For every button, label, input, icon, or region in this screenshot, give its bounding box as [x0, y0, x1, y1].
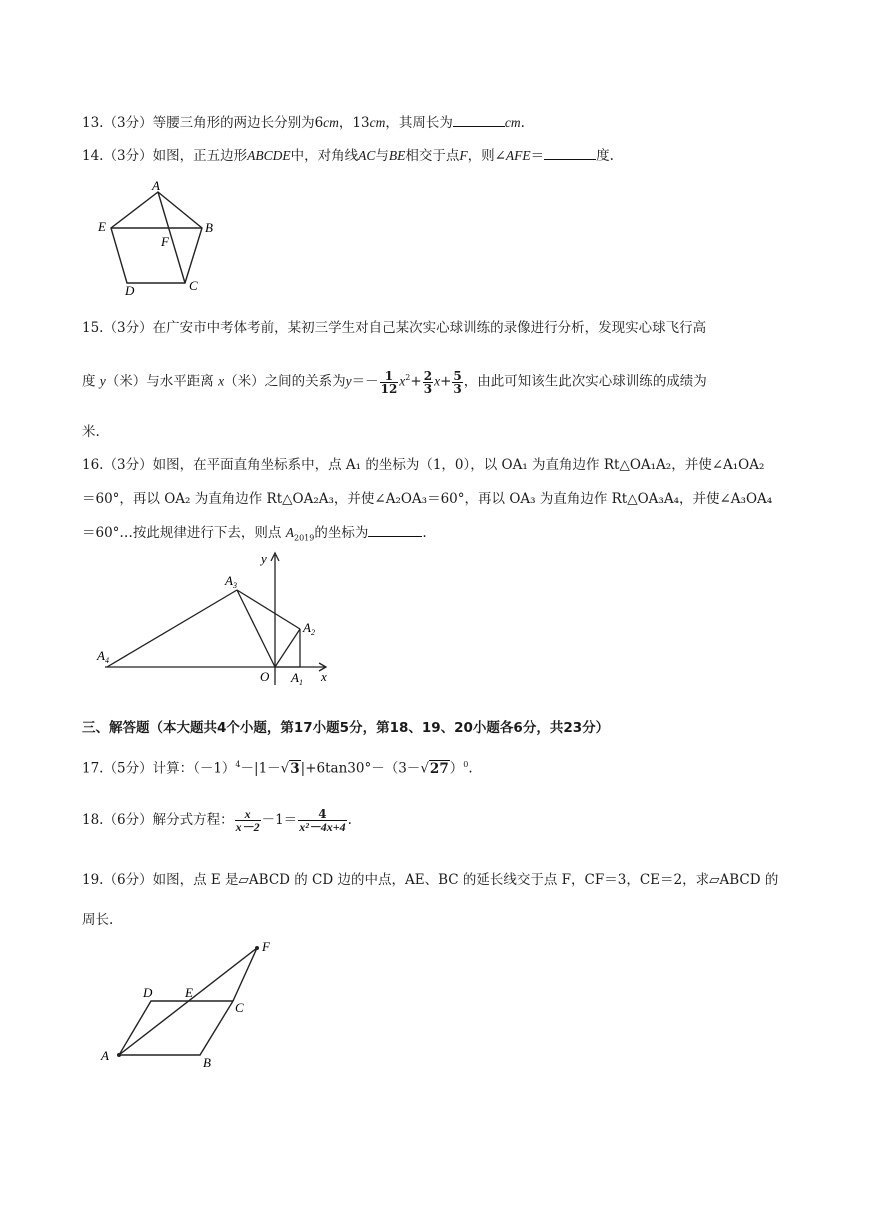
label-B: B — [205, 220, 213, 235]
coordinate-figure — [95, 550, 345, 690]
section-heading: 三、解答题（本大题共4个小题，第17小题5分，第18、19、20小题各6分，共23分） — [82, 720, 610, 736]
label-A2: $A_2$ — [303, 620, 315, 637]
fraction-5-3: $\frac{5}{3}$ — [453, 368, 462, 396]
fraction-2-3: $\frac{2}{3}$ — [423, 368, 433, 396]
label-E: E — [98, 219, 106, 234]
question-13: 13.（3分）等腰三角形的两边长分别为6cm，13cm，其周长为 cm. — [82, 112, 525, 133]
question-15-line3: 米. — [82, 424, 100, 440]
label-D: D — [143, 985, 153, 1000]
label-x: x — [321, 669, 327, 684]
question-15-line1: 15.（3分）在广安市中考体考前，某初三学生对自己某次实心球训练的录像进行分析，发现实心球飞行高 — [82, 320, 707, 336]
fraction-4-over-quadratic: $\frac{4}{\text{x²－4x+4}}$ — [299, 807, 346, 834]
parallelogram-figure — [95, 935, 295, 1075]
question-16-line2: ＝60°，再以 OA₂ 为直角边作 Rt△OA₂A₃，并使∠A₂OA₃＝60°，再以 OA₃ 为直角边作 Rt△OA₃A₄，并使∠A₃OA₄ — [82, 491, 773, 507]
question-16-line3: ＝60°…按此规律进行下去，则点 $A_{2019}$的坐标为 . — [82, 522, 427, 549]
answer-blank — [453, 112, 505, 127]
fraction-1-12: $\frac{1}{12}$ — [380, 368, 398, 396]
answer-blank — [544, 145, 596, 160]
question-14: 14.（3分）如图，正五边形ABCDE中，对角线AC与BE相交于点F，则∠AFE＝ 度. — [82, 145, 614, 166]
question-18: 18.（6分）解分式方程： $\frac{x}{x-2}$ －1＝ $\frac{4}{\text{x²－4x+4}}$ . — [82, 807, 352, 834]
label-A3: $A_3$ — [225, 573, 237, 590]
label-C: C — [235, 1000, 244, 1015]
label-A1: $A_1$ — [291, 670, 303, 687]
label-D: D — [125, 283, 135, 298]
question-15-line2: 度 y（米）与水平距离 x（米）之间的关系为y＝－ $\frac{1}{12}$ $x^2+$ $\frac{2}{3}$ x+ $\frac{5}{3}$ ，由此可知该生此次实心球训练的成绩为 — [82, 368, 707, 396]
label-A4: $A_4$ — [97, 648, 109, 665]
label-F: F — [161, 234, 169, 249]
pentagon-figure — [95, 178, 215, 303]
label-A: A — [152, 178, 160, 193]
label-O: O — [260, 669, 270, 684]
label-y: y — [261, 551, 267, 566]
label-A: A — [101, 1048, 109, 1063]
question-19-line1: 19.（6分）如图，点 E 是▱ABCD 的 CD 边的中点，AE、BC 的延长线交于点 F，CF＝3，CE＝2，求▱ABCD 的 — [82, 872, 779, 888]
label-C: C — [189, 278, 198, 293]
fraction-x-over-x-2: $\frac{x}{x-2}$ — [235, 807, 260, 834]
label-B: B — [203, 1055, 211, 1070]
question-17: 17.（5分）计算：$(-1)^4-|1-√3|+6\tan 30^\circ-(3-√27)^0$. — [82, 760, 473, 777]
question-19-line2: 周长. — [82, 912, 114, 928]
answer-blank — [368, 522, 422, 537]
label-F: F — [262, 939, 270, 954]
label-E: E — [185, 985, 193, 1000]
question-16-line1: 16.（3分）如图，在平面直角坐标系中，点 A₁ 的坐标为（1，0），以 OA₁ 为直角边作 Rt△OA₁A₂，并使∠A₁OA₂ — [82, 457, 765, 473]
